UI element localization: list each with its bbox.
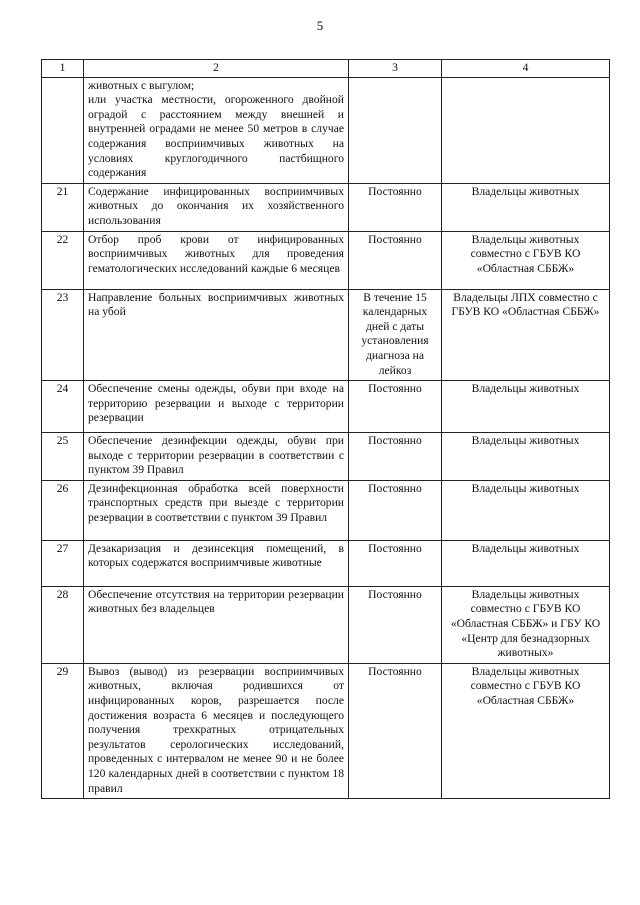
table-row: [42, 480, 610, 540]
table-row: [42, 183, 610, 231]
responsible-cell: Владельцы животных: [442, 433, 610, 481]
row-number-cell: 29: [42, 663, 84, 798]
measure-description-cell: Дезакаризация и дезинсекция помещений, в которых содержатся восприимчивые животные: [84, 540, 349, 586]
measure-description-cell: Обеспечение дезинфекции одежды, обуви при выходе с территории резервации в соответствии с пунктом 39 Правил: [84, 433, 349, 481]
row-number-cell: 21: [42, 183, 84, 231]
responsible-cell: Владельцы ЛПХ совместно с ГБУВ КО «Областная СББЖ»: [442, 289, 610, 381]
header-col-3: 3: [349, 60, 442, 78]
measure-description-cell: Направление больных восприимчивых животных на убой: [84, 289, 349, 381]
measure-description-cell: Вывоз (вывод) из резервации восприимчивых животных, включая родившихся от инфицированных коров, разрешается после достижения возраста 6 месяцев и последующего получения трехкратных отрицательных результатов серологических исследований, проведенных с интервалом не менее 90 и не более 120 календарных дней в соответствии с пунктом 18 правил: [84, 663, 349, 798]
row-number-cell: 23: [42, 289, 84, 381]
table-row: [42, 586, 610, 663]
header-col-1: 1: [42, 60, 84, 78]
term-cell: Постоянно: [349, 540, 442, 586]
row-number-cell: [42, 77, 84, 183]
responsible-cell: Владельцы животных совместно с ГБУВ КО «Областная СББЖ»: [442, 231, 610, 289]
responsible-cell: Владельцы животных: [442, 480, 610, 540]
term-cell: Постоянно: [349, 480, 442, 540]
table-row: [42, 540, 610, 586]
term-cell: Постоянно: [349, 433, 442, 481]
measure-description-cell: [84, 77, 349, 183]
term-cell: [349, 77, 442, 183]
table-header-row: [42, 60, 610, 78]
measures-table: [41, 59, 610, 799]
responsible-cell: Владельцы животных: [442, 540, 610, 586]
row-number-cell: 28: [42, 586, 84, 663]
row-number-cell: 22: [42, 231, 84, 289]
measure-description-cell: Обеспечение отсутствия на территории резервации животных без владельцев: [84, 586, 349, 663]
row-number-cell: 24: [42, 381, 84, 433]
continuation-line: или участка местности, огороженного двойной оградой с расстоянием между внешней и внутренней оградами не менее 50 метров в случае содержания восприимчивых животных на условиях круглогодичного пастбищного содержания: [88, 93, 344, 180]
header-col-4: 4: [442, 60, 610, 78]
term-cell: Постоянно: [349, 183, 442, 231]
table-row: [42, 433, 610, 481]
responsible-cell: Владельцы животных: [442, 183, 610, 231]
table-row: [42, 231, 610, 289]
measure-description-cell: Обеспечение смены одежды, обуви при входе на территорию резервации и выходе с территории резервации: [84, 381, 349, 433]
measure-description-cell: Дезинфекционная обработка всей поверхности транспортных средств при выезде с территории резервации в соответствии с пунктом 39 Правил: [84, 480, 349, 540]
term-cell: Постоянно: [349, 663, 442, 798]
row-number-cell: 25: [42, 433, 84, 481]
responsible-cell: Владельцы животных совместно с ГБУВ КО «Областная СББЖ»: [442, 663, 610, 798]
table-row-continuation: [42, 77, 610, 183]
page-number: 5: [316, 18, 324, 33]
continuation-line: животных с выгулом;: [88, 78, 195, 92]
table-row: [42, 381, 610, 433]
responsible-cell: Владельцы животных совместно с ГБУВ КО «Областная СББЖ» и ГБУ КО «Центр для безнадзорных животных»: [442, 586, 610, 663]
responsible-cell: [442, 77, 610, 183]
table-row: [42, 289, 610, 381]
term-cell: Постоянно: [349, 381, 442, 433]
term-cell: Постоянно: [349, 586, 442, 663]
row-number-cell: 27: [42, 540, 84, 586]
row-number-cell: 26: [42, 480, 84, 540]
term-cell: Постоянно: [349, 231, 442, 289]
term-cell: В течение 15 календарных дней с даты установления диагноза на лейкоз: [349, 289, 442, 381]
measure-description-cell: Содержание инфицированных восприимчивых животных до окончания их хозяйственного использования: [84, 183, 349, 231]
measure-description-cell: Отбор проб крови от инфицированных восприимчивых животных для проведения гематологических исследований каждые 6 месяцев: [84, 231, 349, 289]
header-col-2: 2: [84, 60, 349, 78]
responsible-cell: Владельцы животных: [442, 381, 610, 433]
table-row: [42, 663, 610, 798]
